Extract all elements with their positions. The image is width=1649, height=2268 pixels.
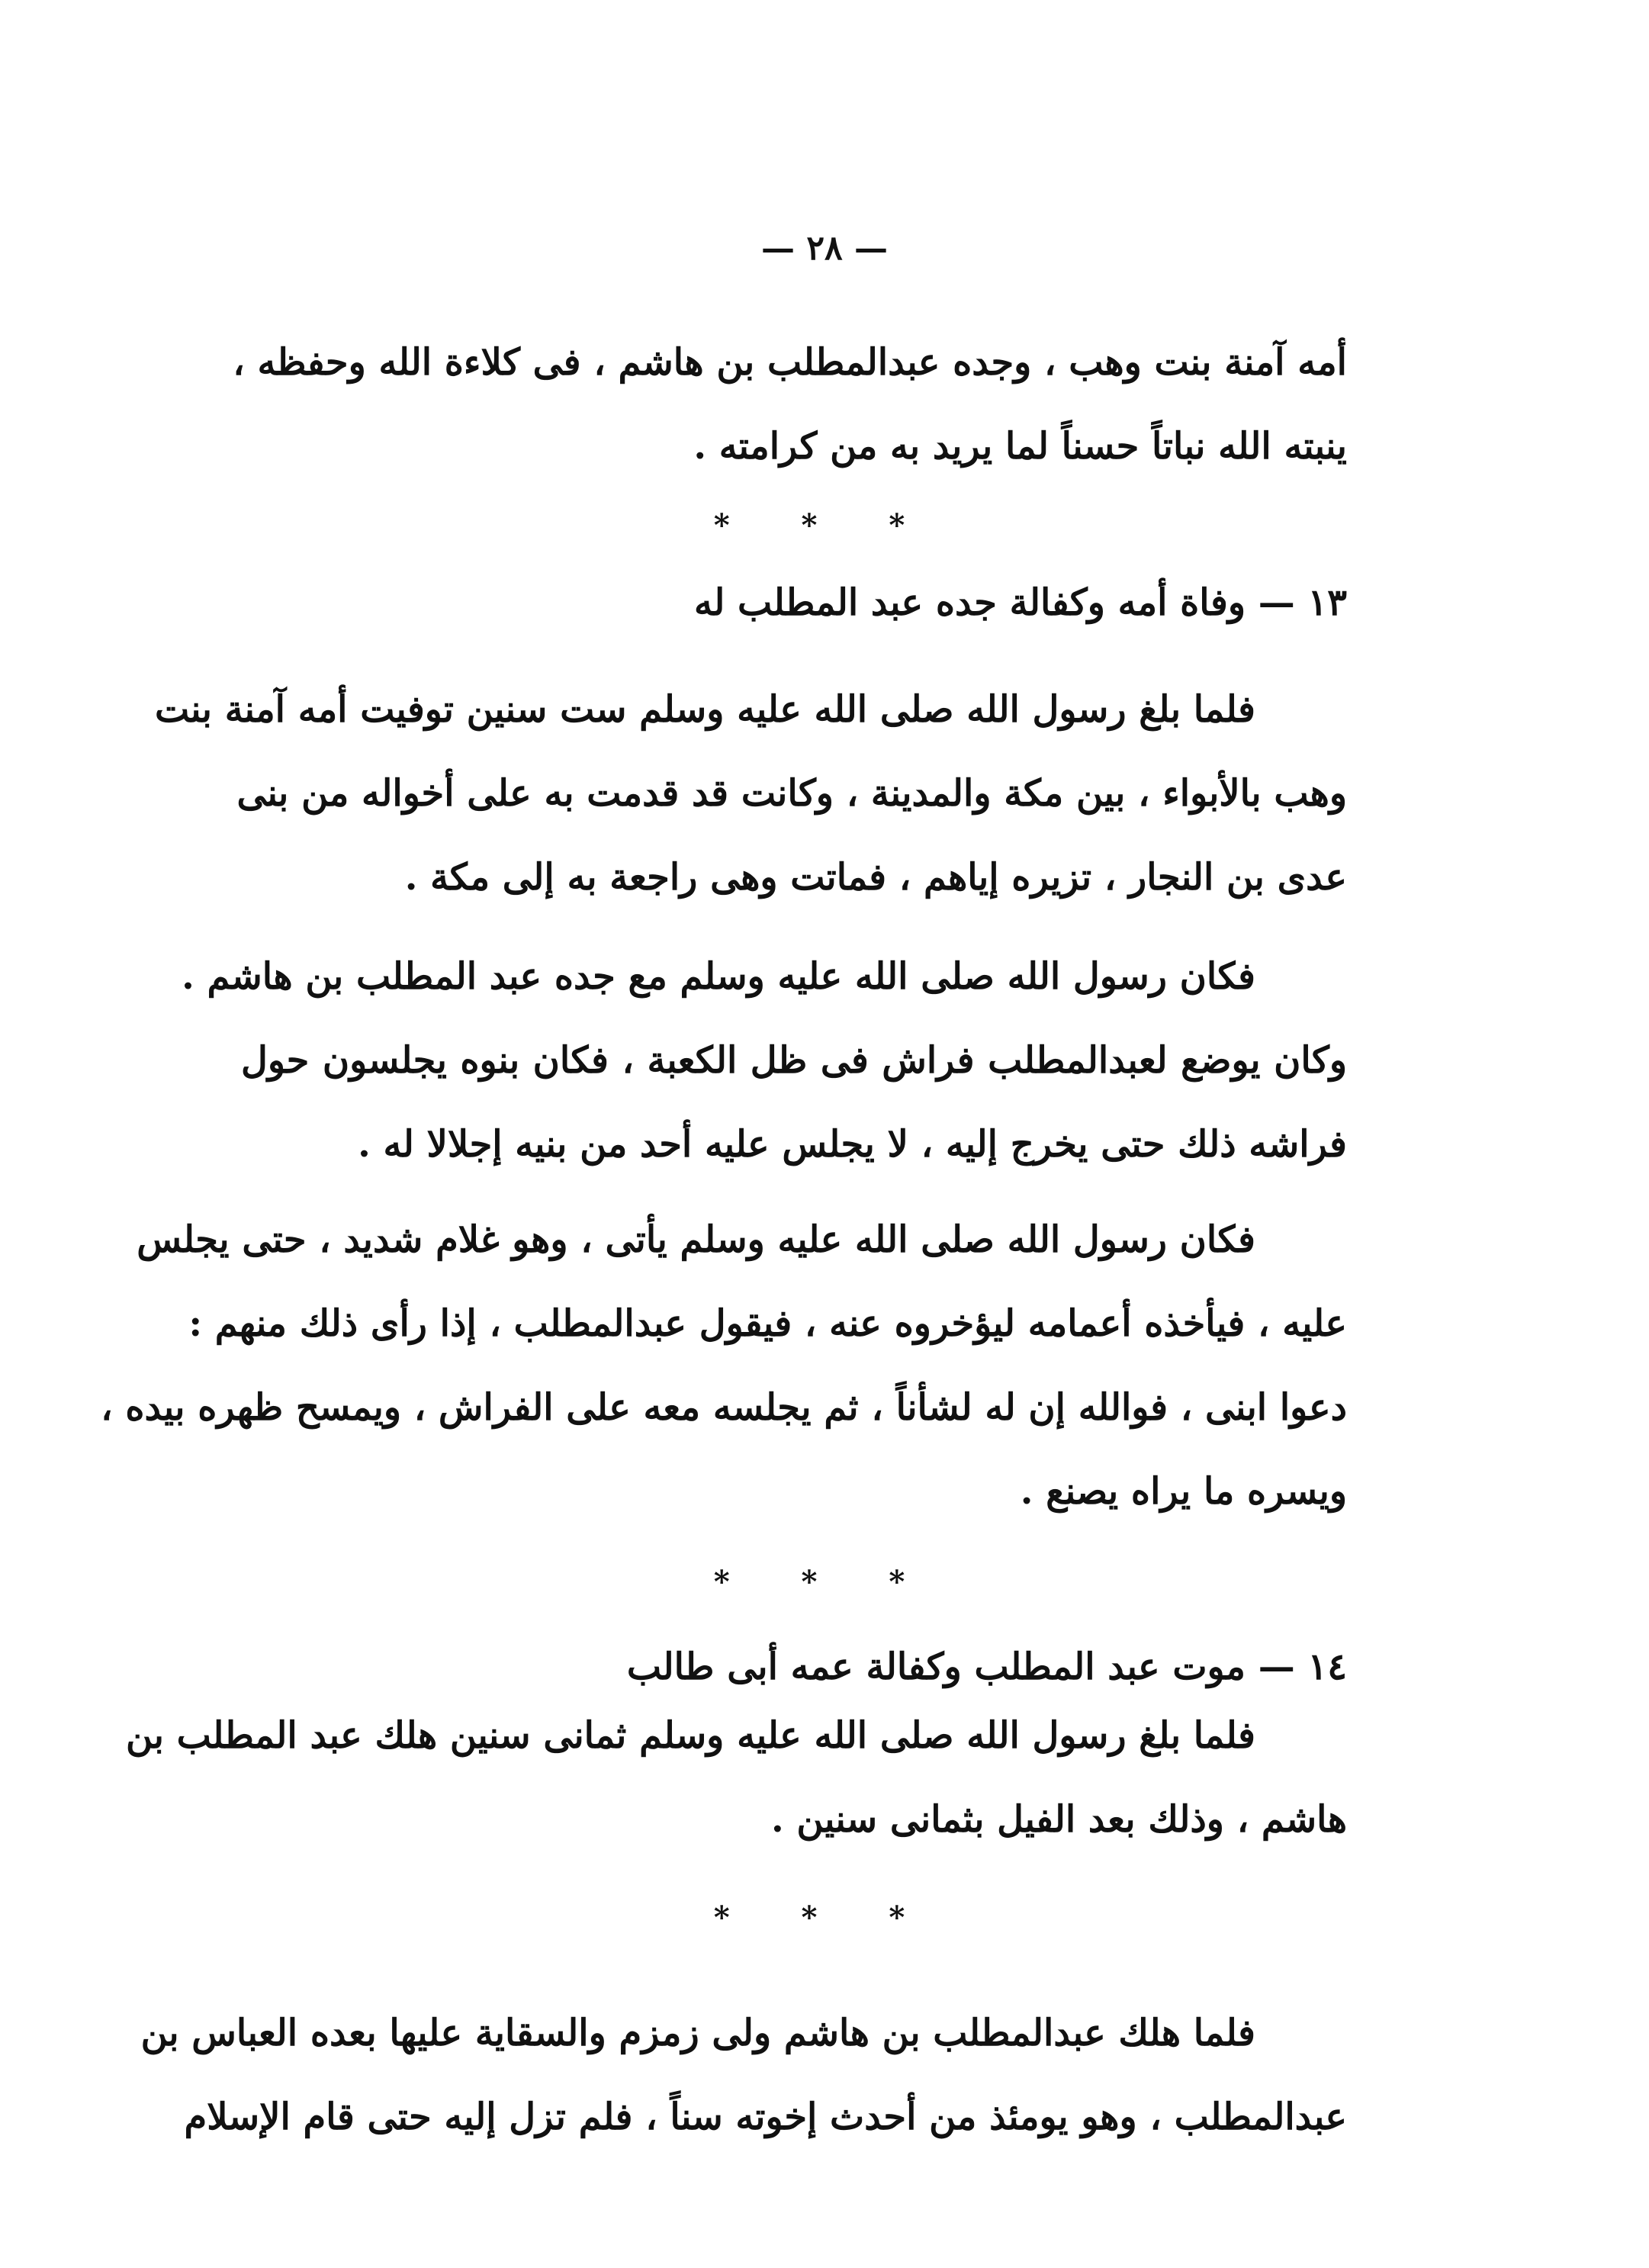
- text-line: عدى بن النجار ، تزيره إياهم ، فماتت وهى راجعة به إلى مكة .: [404, 856, 1347, 899]
- text-line: وهب بالأبواء ، بين مكة والمدينة ، وكانت قد قدمت به على أخواله من بنى: [236, 772, 1347, 815]
- text-line: فراشه ذلك حتى يخرج إليه ، لا يجلس عليه أحد من بنيه إجلالا له .: [358, 1123, 1347, 1166]
- text-line: أمه آمنة بنت وهب ، وجده عبدالمطلب بن هاشم ، فى كلاءة الله وحفظه ،: [233, 341, 1347, 384]
- text-line: دعوا ابنى ، فوالله إن له لشأناً ، ثم يجلسه معه على الفراش ، ويمسح ظهره بيده ،: [101, 1386, 1347, 1429]
- section-heading: ١٤ — موت عبد المطلب وكفالة عمه أبى طالب: [626, 1646, 1347, 1688]
- text-line: فلما هلك عبدالمطلب بن هاشم ولى زمزم والسقاية عليها بعده العباس بن: [140, 2012, 1255, 2054]
- text-line: فلما بلغ رسول الله صلى الله عليه وسلم ثمانى سنين هلك عبد المطلب بن: [126, 1714, 1255, 1757]
- section-13: [241, 561, 1347, 645]
- section-13-paragraph-1: [155, 668, 1347, 919]
- section-13-paragraph-3: [101, 1198, 1347, 1533]
- text-line: ينبته الله نباتاً حسناً لما يريد به من كرامته .: [693, 425, 1347, 468]
- section-13-paragraph-2: [182, 935, 1347, 1186]
- section-14-paragraph-1: [126, 1694, 1347, 1861]
- text-line: فكان رسول الله صلى الله عليه وسلم يأتى ، وهو غلام شديد ، حتى يجلس: [137, 1218, 1255, 1261]
- text-line: وكان يوضع لعبدالمطلب فراش فى ظل الكعبة ، فكان بنوه يجلسون حول: [241, 1039, 1347, 1082]
- section-heading: ١٣ — وفاة أمه وكفالة جده عبد المطلب له: [693, 581, 1347, 624]
- text-line: ويسره ما يراه يصنع .: [1020, 1470, 1347, 1513]
- text-line: هاشم ، وذلك بعد الفيل بثمانى سنين .: [770, 1798, 1347, 1841]
- intro-paragraph: [233, 320, 1347, 488]
- text-line: فلما بلغ رسول الله صلى الله عليه وسلم ست سنين توفيت أمه آمنة بنت: [155, 688, 1255, 731]
- text-line: عليه ، فيأخذه أعمامه ليؤخروه عنه ، فيقول عبدالمطلب ، إذا رأى ذلك منهم :: [188, 1302, 1347, 1345]
- page-number: — ٢٨ —: [761, 229, 888, 268]
- final-paragraph: [140, 1991, 1347, 2159]
- section-separator: * * *: [713, 1564, 936, 1600]
- text-line: فكان رسول الله صلى الله عليه وسلم مع جده عبد المطلب بن هاشم .: [182, 955, 1255, 998]
- text-line: عبدالمطلب ، وهو يومئذ من أحدث إخوته سناً ، فلم تزل إليه حتى قام الإسلام: [184, 2096, 1347, 2138]
- section-separator: * * *: [713, 507, 936, 543]
- section-separator: * * *: [713, 1900, 936, 1935]
